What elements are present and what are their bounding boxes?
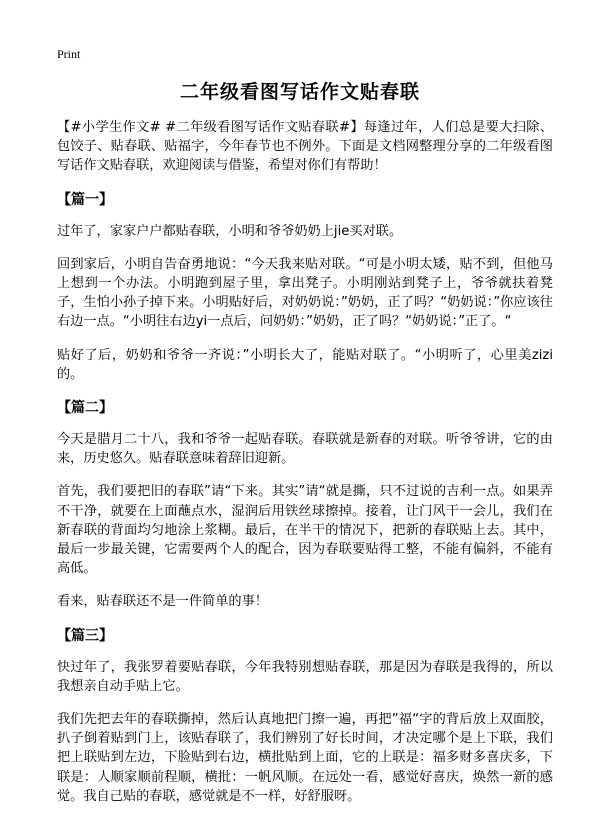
- section-heading-2: 【篇二】: [57, 400, 113, 417]
- section-2-paragraph-2: 首先，我们要把旧的春联”请“下来。其实”请“就是撕，只不过说的吉利一点。如果弄不干净，就要在上面蘸点水，湿润后用铁丝球擦掉。接着，让门风干一会儿，我们在新春联的背面均匀地涂上浆糊。最后，在半干的情况下，把新的春联贴上去。其中，最后一步最关键，它需要两个人的配合，因为春联要贴得工整，不能有偏斜，不能有高低。: [57, 484, 553, 577]
- section-3-paragraph-1: 快过年了，我张罗着要贴春联，今年我特别想贴春联，那是因为春联是我得的，所以我想亲自动手贴上它。: [57, 659, 553, 694]
- print-link[interactable]: Print: [57, 47, 81, 61]
- section-2-paragraph-3: 看来，贴春联还不是一件简单的事！: [57, 594, 268, 610]
- section-heading-1: 【篇一】: [57, 191, 113, 208]
- section-1-paragraph-2: 回到家后，小明自告奋勇地说：“今天我来贴对联。“可是小明太矮，贴不到，但他马上想到一个办法。小明跑到屋子里，拿出凳子。小明刚站到凳子上，爷爷就扶着凳子，生怕小孙子掉下来。小明贴好后，对奶奶说：”奶奶，正了吗？“奶奶说：”你应该往右边一点。“小明往右边yi一点后，问奶奶：”奶奶，正了吗？“奶奶说：”正了。“: [57, 256, 553, 330]
- section-3-paragraph-2: 我们先把去年的春联撕掉，然后认真地把门擦一遍，再把”福“字的背后放上双面胶，扒子倒着贴到门上，该贴春联了，我们辨别了好长时间，才决定哪个是上下联，我们把上联贴到左边，下脸贴到右边，横批贴到上面，它的上联是：福多财多喜庆多，下联是：人顺家顺前程顺，横批：一帆风顺。在远处一看，感觉好喜庆，焕然一新的感觉。我自己贴的春联，感觉就是不一样，好舒服呀。: [57, 712, 553, 804]
- article-body: [57, 118, 553, 820]
- section-heading-3: 【篇三】: [57, 627, 113, 644]
- page-title: 二年级看图写话作文贴春联: [179, 81, 420, 103]
- section-1-paragraph-1: 过年了，家家户户都贴春联，小明和爷爷奶奶上jie买对联。: [57, 223, 403, 239]
- section-2-paragraph-1: 今天是腊月二十八，我和爷爷一起贴春联。春联就是新春的对联。听爷爷讲，它的由来，历史悠久。贴春联意味着辞旧迎新。: [57, 432, 553, 467]
- section-1-paragraph-3: 贴好了后，奶奶和爷爷一齐说：”小明长大了，能贴对联了。“小明听了，心里美zizi 的。: [57, 347, 553, 382]
- intro-paragraph: 【#小学生作文# #二年级看图写话作文贴春联#】每逢过年，人们总是要大扫除、包饺子、贴春联、贴福字，今年春节也不例外。下面是文档网整理分享的二年级看图写话作文贴春联，欢迎阅读与借鉴，希望对你们有帮助！: [57, 120, 553, 174]
